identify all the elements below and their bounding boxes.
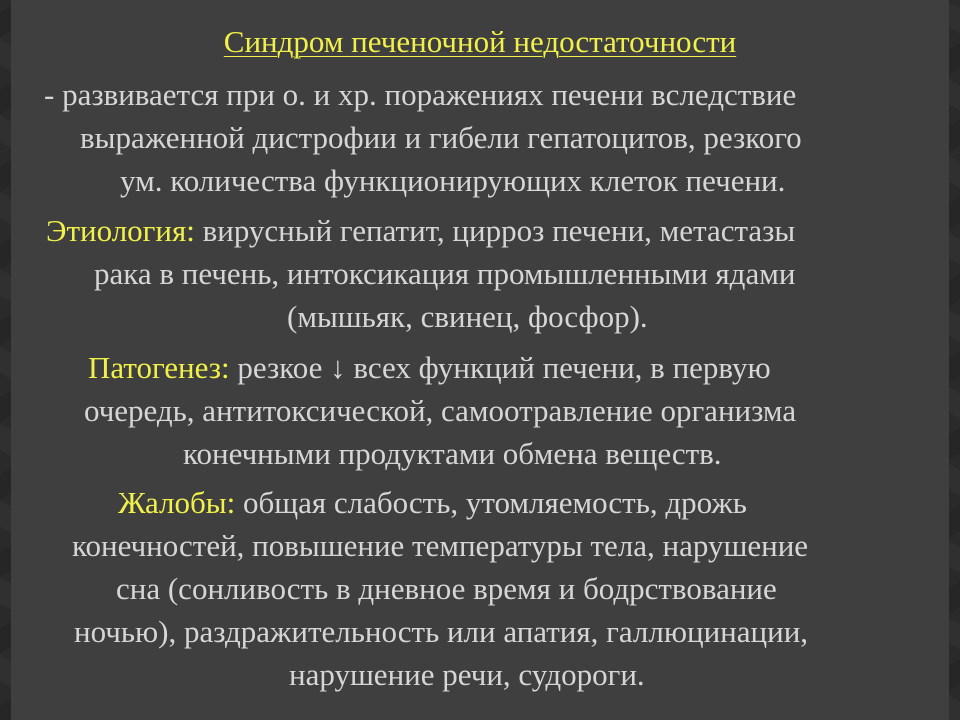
pathogenesis-text: резкое ↓ всех функций печени, в первую: [229, 350, 771, 385]
complaints-line-2: конечностей, повышение температуры тела, нарушение: [72, 528, 809, 563]
slide-title: Синдром печеночной недостаточности: [223, 24, 737, 59]
pathogenesis-line-2: очередь, антитоксической, самоотравление организма: [84, 393, 797, 428]
pathogenesis-line-1: [88, 346, 771, 389]
complaints-label: Жалобы:: [118, 485, 236, 520]
etiology-text: вирусный гепатит, цирроз печени, метастазы: [194, 213, 796, 248]
definition-line-3: ум. количества функционирующих клеток печени.: [120, 163, 786, 198]
complaints-line-5: нарушение речи, судороги.: [289, 657, 645, 692]
pathogenesis-label: Патогенез:: [88, 350, 230, 385]
complaints-text: общая слабость, утомляемость, дрожь: [235, 485, 747, 520]
complaints-line-1: [118, 481, 747, 524]
definition-line-2: выраженной дистрофии и гибели гепатоцитов, резкого: [80, 120, 802, 155]
pathogenesis-line-3: конечными продуктами обмена веществ.: [183, 436, 722, 471]
definition-line-1: - развивается при о. и хр. поражениях печени вследствие: [44, 77, 797, 112]
etiology-line-2: рака в печень, интоксикация промышленными ядами: [94, 256, 796, 291]
etiology-line-3: (мышьяк, свинец, фосфор).: [287, 299, 648, 334]
etiology-label: Этиология:: [46, 213, 195, 248]
complaints-line-3: сна (сонливость в дневное время и бодрствование: [116, 571, 777, 606]
complaints-line-4: ночью), раздражительность или апатия, галлюцинации,: [74, 614, 809, 649]
etiology-line-1: [46, 209, 795, 252]
